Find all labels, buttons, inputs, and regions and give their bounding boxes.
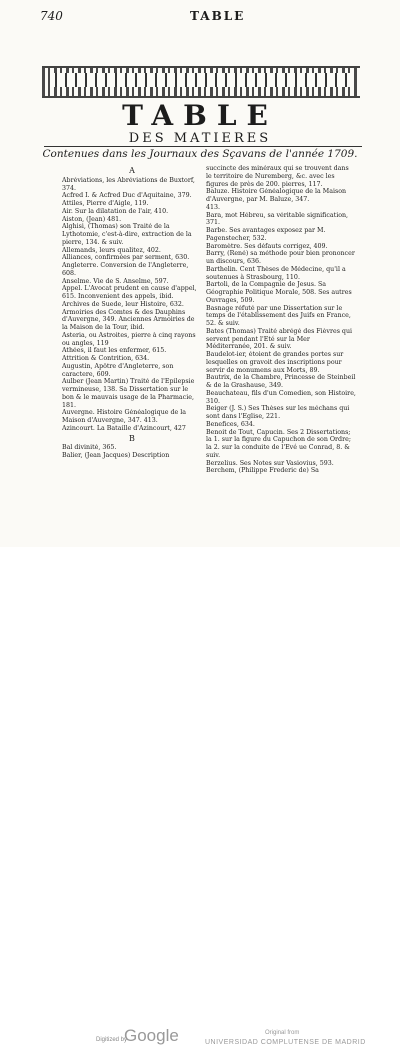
index-entry: Balier, (Jean Jacques) Description <box>62 452 170 459</box>
index-entry: Asteria, ou Astroites, pierre à cinq rayons ou angles, 119 <box>62 331 196 347</box>
index-entry: Armoiries des Comtes & des Dauphins d'Auvergne, 349. Anciennes Armoiries de la Maison de la Tour, ibid. <box>62 308 195 331</box>
index-entry: Angleterre. Conversion de l'Angleterre, 608. <box>62 262 189 277</box>
index-entry: Augustin, Apôtre d'Angleterre, son caractere, 609. <box>62 362 174 378</box>
index-entry: Basnage réfuté par une Dissertation sur le temps de l'établissement des Juifs en France, 52. & suiv. <box>206 304 351 327</box>
digitized-by-label: Digitized by <box>96 1037 128 1043</box>
index-entry: Bautrix, de la Chambre, Princesse de Steinbeil & de la Grashause, 349. <box>206 374 356 389</box>
index-entry: Benoit de Tout, Capucin. Ses 2 Dissertations; la 1. sur la figure du Capuchon de son Ordre; la 2. sur la conduite de l'Evé ue Conrad, 8. & suiv. <box>206 428 351 459</box>
index-entry: Baudelot-ier, étoient de grandes portes sur lesquelles on gravoit des inscriptions pour servir de monumens aux Morts, 89. <box>206 351 344 374</box>
google-logo-text: Google <box>124 1026 179 1045</box>
index-entry: Anselme. Vie de S. Anselme, 597. <box>62 277 169 285</box>
index-entry: Bara, mot Hébreu, sa véritable signification, 371. <box>206 211 349 227</box>
index-entry: Aiston, (Jean) 481. <box>62 215 122 223</box>
index-entry: Archives de Suede, leur Histoire, 632. <box>62 300 184 308</box>
index-entry: Bates (Thomas) Traité abrégé des Fièvres qui servent pendant l'Eté sur la Mer Méditerranée, 201. & suiv. <box>206 327 353 351</box>
index-entry: Bal divinité, 365. <box>62 444 117 452</box>
index-entry: Allemands, leurs qualitez, 402. <box>62 246 161 254</box>
index-entry: Aulber (Jean Martin) Traité de l'Epilepsie vermineuse, 138. Sa Dissertation sur le bon & le mauvais usage de la Pharmacie, 181. <box>62 378 195 409</box>
index-entry: Abréviations, les Abréviations de Buxtorf, 374. <box>62 176 195 192</box>
index-entry: Attrition & Contrition, 634. <box>62 355 150 362</box>
index-entry: 413. <box>206 203 221 211</box>
index-entry: Acfred I. & Acfred Duc d'Aquitaine, 379. <box>62 192 192 200</box>
index-entry: Baluze. Histoire Généalogique de la Maison d'Auvergne, par M. Baluze, 347. <box>206 188 347 203</box>
index-entry: Air. Sur la dilatation de l'air, 410. <box>62 207 169 215</box>
index-entry: Alliances, confirmées par serment, 630. <box>62 254 190 262</box>
index-entry: Barthelin. Cent Thèses de Médecine, qu'il a soutenues à Strasbourg, 110. <box>206 265 346 281</box>
index-entry: Athées, il faut les enfermer, 615. <box>62 347 167 355</box>
scan-footer <box>0 510 400 1046</box>
index-entry: Barry, (René) sa méthode pour bien prononcer un discours, 636. <box>206 250 355 265</box>
decorative-ornament-inner <box>50 73 352 87</box>
contents-line: Contenues dans les Journaux des Sçavans de l'année 1709. <box>42 148 358 160</box>
page-number: 740 <box>40 9 63 23</box>
page-subtitle: DES MATIERES <box>128 131 272 146</box>
index-entry: Beauchateau, fils d'un Comedien, son Histoire, 310. <box>206 389 356 405</box>
index-entry: Bartoli, de la Compagnie de Jesus. Sa Géographie Politique Morale, 508. Ses autres Ouvrages, 509. <box>206 281 352 304</box>
index-entry: Baromètre. Ses défauts corrigez, 409. <box>206 242 328 250</box>
index-column-right <box>206 165 356 475</box>
institution-name: UNIVERSIDAD COMPLUTENSE DE MADRID <box>205 1039 366 1046</box>
original-from-label: Original from <box>265 1030 300 1036</box>
section-letter: A <box>129 166 135 175</box>
index-entry: Appel. L'Avocat prudent en cause d'appel, 615. Inconvenient des appels, ibid. <box>62 285 197 300</box>
index-column-left <box>62 165 202 460</box>
index-entry: Attiles, Pierre d'Aigle, 119. <box>62 200 149 207</box>
index-entry: Auvergne. Histoire Généalogique de la Maison d'Auvergne, 347. 413. <box>62 409 187 424</box>
rule-divider <box>44 146 362 147</box>
running-title: TABLE <box>190 9 246 23</box>
index-entry: Beiger (J. S.) Ses Thèses sur les méchans qui sont dans l'Eglise, 221. <box>206 405 350 420</box>
index-entry: Berzelius. Ses Notes sur Vasiovius, 593. <box>206 459 334 467</box>
section-letter: B <box>129 433 135 443</box>
index-entry: Berchem, (Philippe Frederic de) Sa <box>206 467 319 475</box>
index-entry: Barbe. Ses avantages exposez par M. Pagenstecher, 532. <box>206 227 326 242</box>
index-entry: Azincourt. La Bataille d'Azincourt, 427 <box>62 424 186 432</box>
index-entry: Alghisi, (Thomas) son Traité de la Lythotomie, c'est-à-dire, extraction de la pierre, 134. & suiv. <box>62 223 192 246</box>
page-title: TABLE <box>122 99 278 132</box>
index-entry: succincte des minéraux qui se trouvent dans le territoire de Nuremberg, &c. avec les figures de près de 200. pierres, 117. <box>206 165 349 188</box>
index-entry: Benefices, 634. <box>206 420 255 428</box>
